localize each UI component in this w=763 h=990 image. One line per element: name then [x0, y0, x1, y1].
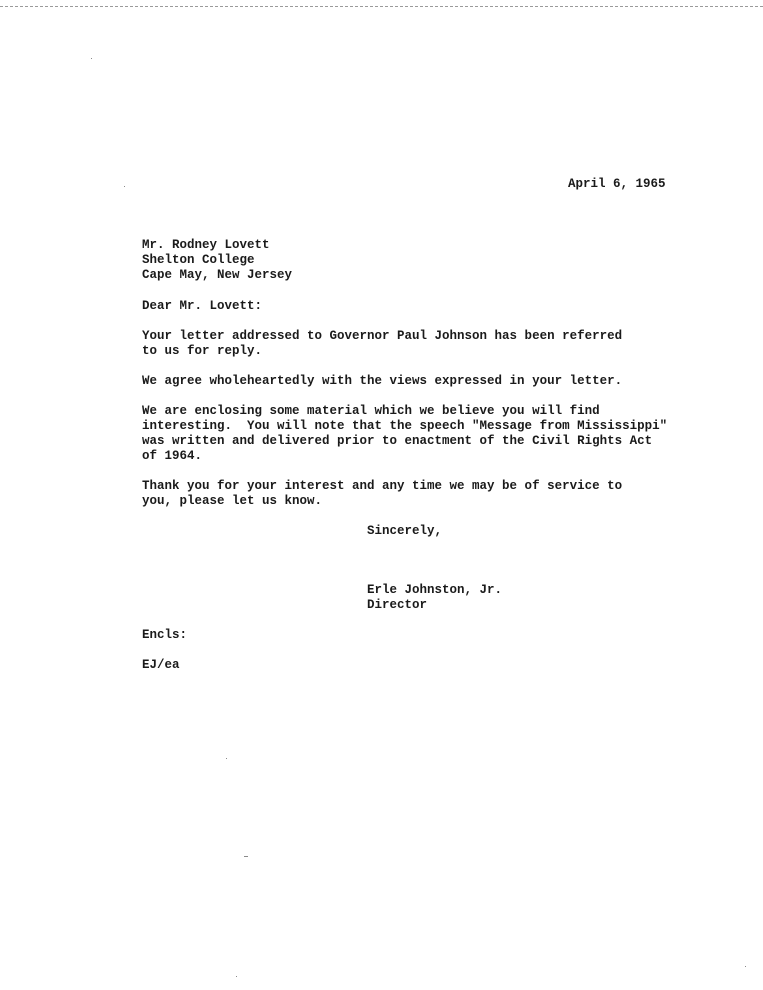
reference-initials: EJ/ea — [142, 658, 180, 672]
salutation: Dear Mr. Lovett: — [142, 299, 263, 313]
recipient-location: Cape May, New Jersey — [142, 268, 293, 282]
paragraph-line: interesting. You will note that the speech "Message from Mississippi" — [142, 419, 668, 433]
scan-speck — [124, 186, 125, 187]
paragraph-line: We are enclosing some material which we believe you will find — [142, 404, 600, 418]
scan-speck — [91, 58, 92, 59]
letter-date: April 6, 1965 — [568, 177, 666, 191]
paragraph-line: was written and delivered prior to enactment of the Civil Rights Act — [142, 434, 653, 448]
signer-name: Erle Johnston, Jr. — [367, 583, 503, 597]
recipient-name: Mr. Rodney Lovett — [142, 238, 270, 252]
scan-speck — [236, 976, 237, 977]
enclosure-notation: Encls: — [142, 628, 188, 642]
paragraph-line: of 1964. — [142, 449, 203, 463]
page-top-edge — [0, 0, 763, 7]
paragraph-line: you, please let us know. — [142, 494, 323, 508]
closing: Sincerely, — [367, 524, 443, 538]
paragraph-line: Thank you for your interest and any time we may be of service to — [142, 479, 623, 493]
recipient-institution: Shelton College — [142, 253, 255, 267]
scan-speck — [226, 758, 227, 759]
paragraph-line: to us for reply. — [142, 344, 263, 358]
paragraph-line: We agree wholeheartedly with the views expressed in your letter. — [142, 374, 623, 388]
signer-title: Director — [367, 598, 428, 612]
scan-speck — [244, 856, 248, 857]
paragraph-line: Your letter addressed to Governor Paul Johnson has been referred — [142, 329, 623, 343]
scan-speck — [745, 966, 746, 967]
